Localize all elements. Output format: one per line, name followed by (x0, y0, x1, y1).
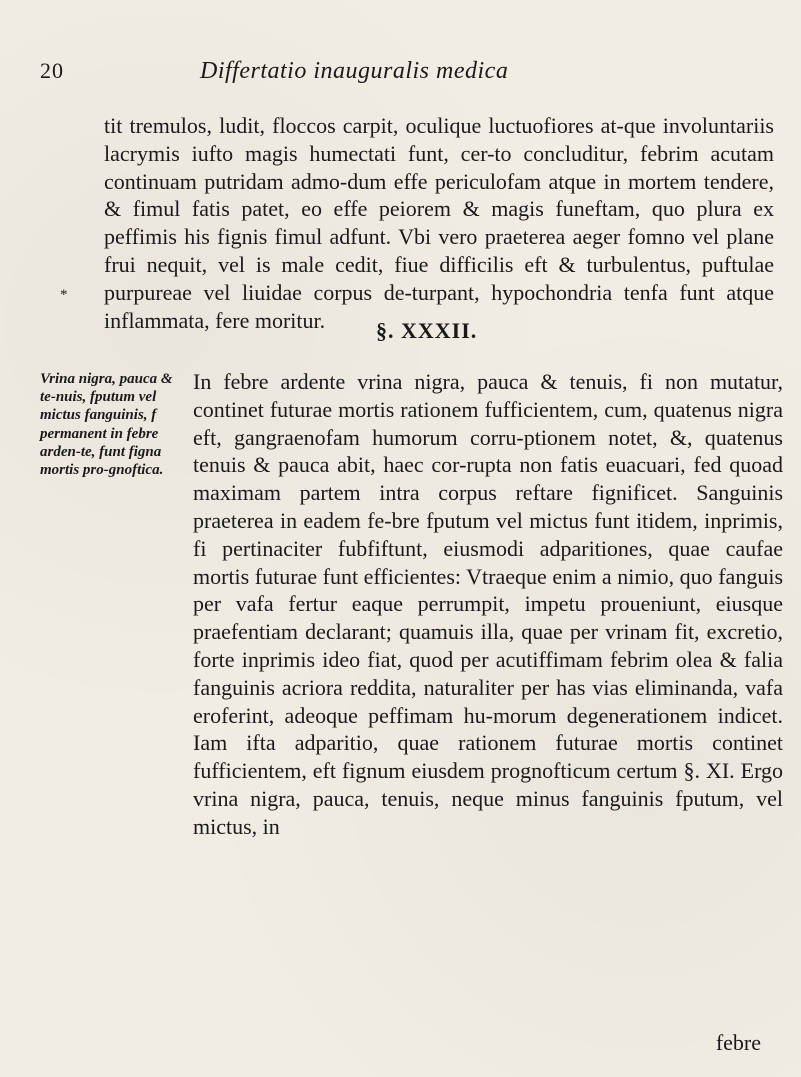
intro-text: tit tremulos, ludit, floccos carpit, oculique luctuofiores at-que involuntariis lacrymis iufto magis humectati funt, cer-to concluditur, febrim acutam continuam putridam admo-dum effe periculofam atque in mortem tendere, & fimul fatis patet, eo effe peiorem & magis funeftam, quo plura ex peffimis his fignis fimul adfunt. Vbi vero praeterea aeger fomno vel plane frui nequit, vel is male cedit, fiue difficilis eft & turbulentus, puftulae purpureae vel liuidae corpus de-turpant, hypochondria tenfa funt atque inflammata, fere moritur. (104, 113, 774, 333)
margin-star: * (60, 287, 68, 303)
main-paragraph (193, 368, 783, 841)
catchword: febre (715, 1030, 761, 1055)
main-text: In febre ardente vrina nigra, pauca & tenuis, fi non mutatur, continet futurae mortis rationem fufficientem, cum, quatenus nigra eft, gangraenofam humorum corru-ptionem notet, &, quatenus tenuis & pauca abit, haec cor-rupta non fatis euacuari, fed quoad maximam partem intra corpus reftare fignificet. Sanguinis praeterea in eadem fe-bre fputum vel mictus funt itidem, inprimis, fi pertinaciter fubfiftunt, eiusmodi adparitiones, quae caufae mortis futurae funt efficientes: Vtraeque enim a nimio, quo fanguis per vafa fertur eaque perrumpit, impetu proueniunt, eiusque praefentiam declarant; quamuis illa, quae per vrinam fit, excretio, forte inprimis ideo fiat, quod per acutiffimam febrim olea & falia fanguinis acriora reddita, naturaliter per has vias eliminanda, vafa eroferint, adeoque peffimam hu-morum degenerationem indicet. Iam ifta adparitio, quae rationem futurae mortis continet fufficientem, eft fignum eiusdem prognofticum certum §. XI. Ergo vrina nigra, pauca, tenuis, neque minus fanguinis fputum, vel mictus, in (193, 369, 783, 839)
section-heading: §. XXXII. (376, 318, 478, 343)
marginal-note: Vrina nigra, pauca & te-nuis, fputum vel mictus fanguinis, f permanent in febre arden-te, funt figna mortis pro-gnoftica. (40, 371, 173, 479)
running-head: Differtatio inauguralis medica (200, 58, 509, 84)
page-number: 20 (40, 58, 64, 83)
page-header (40, 58, 760, 94)
intro-paragraph (104, 112, 774, 334)
